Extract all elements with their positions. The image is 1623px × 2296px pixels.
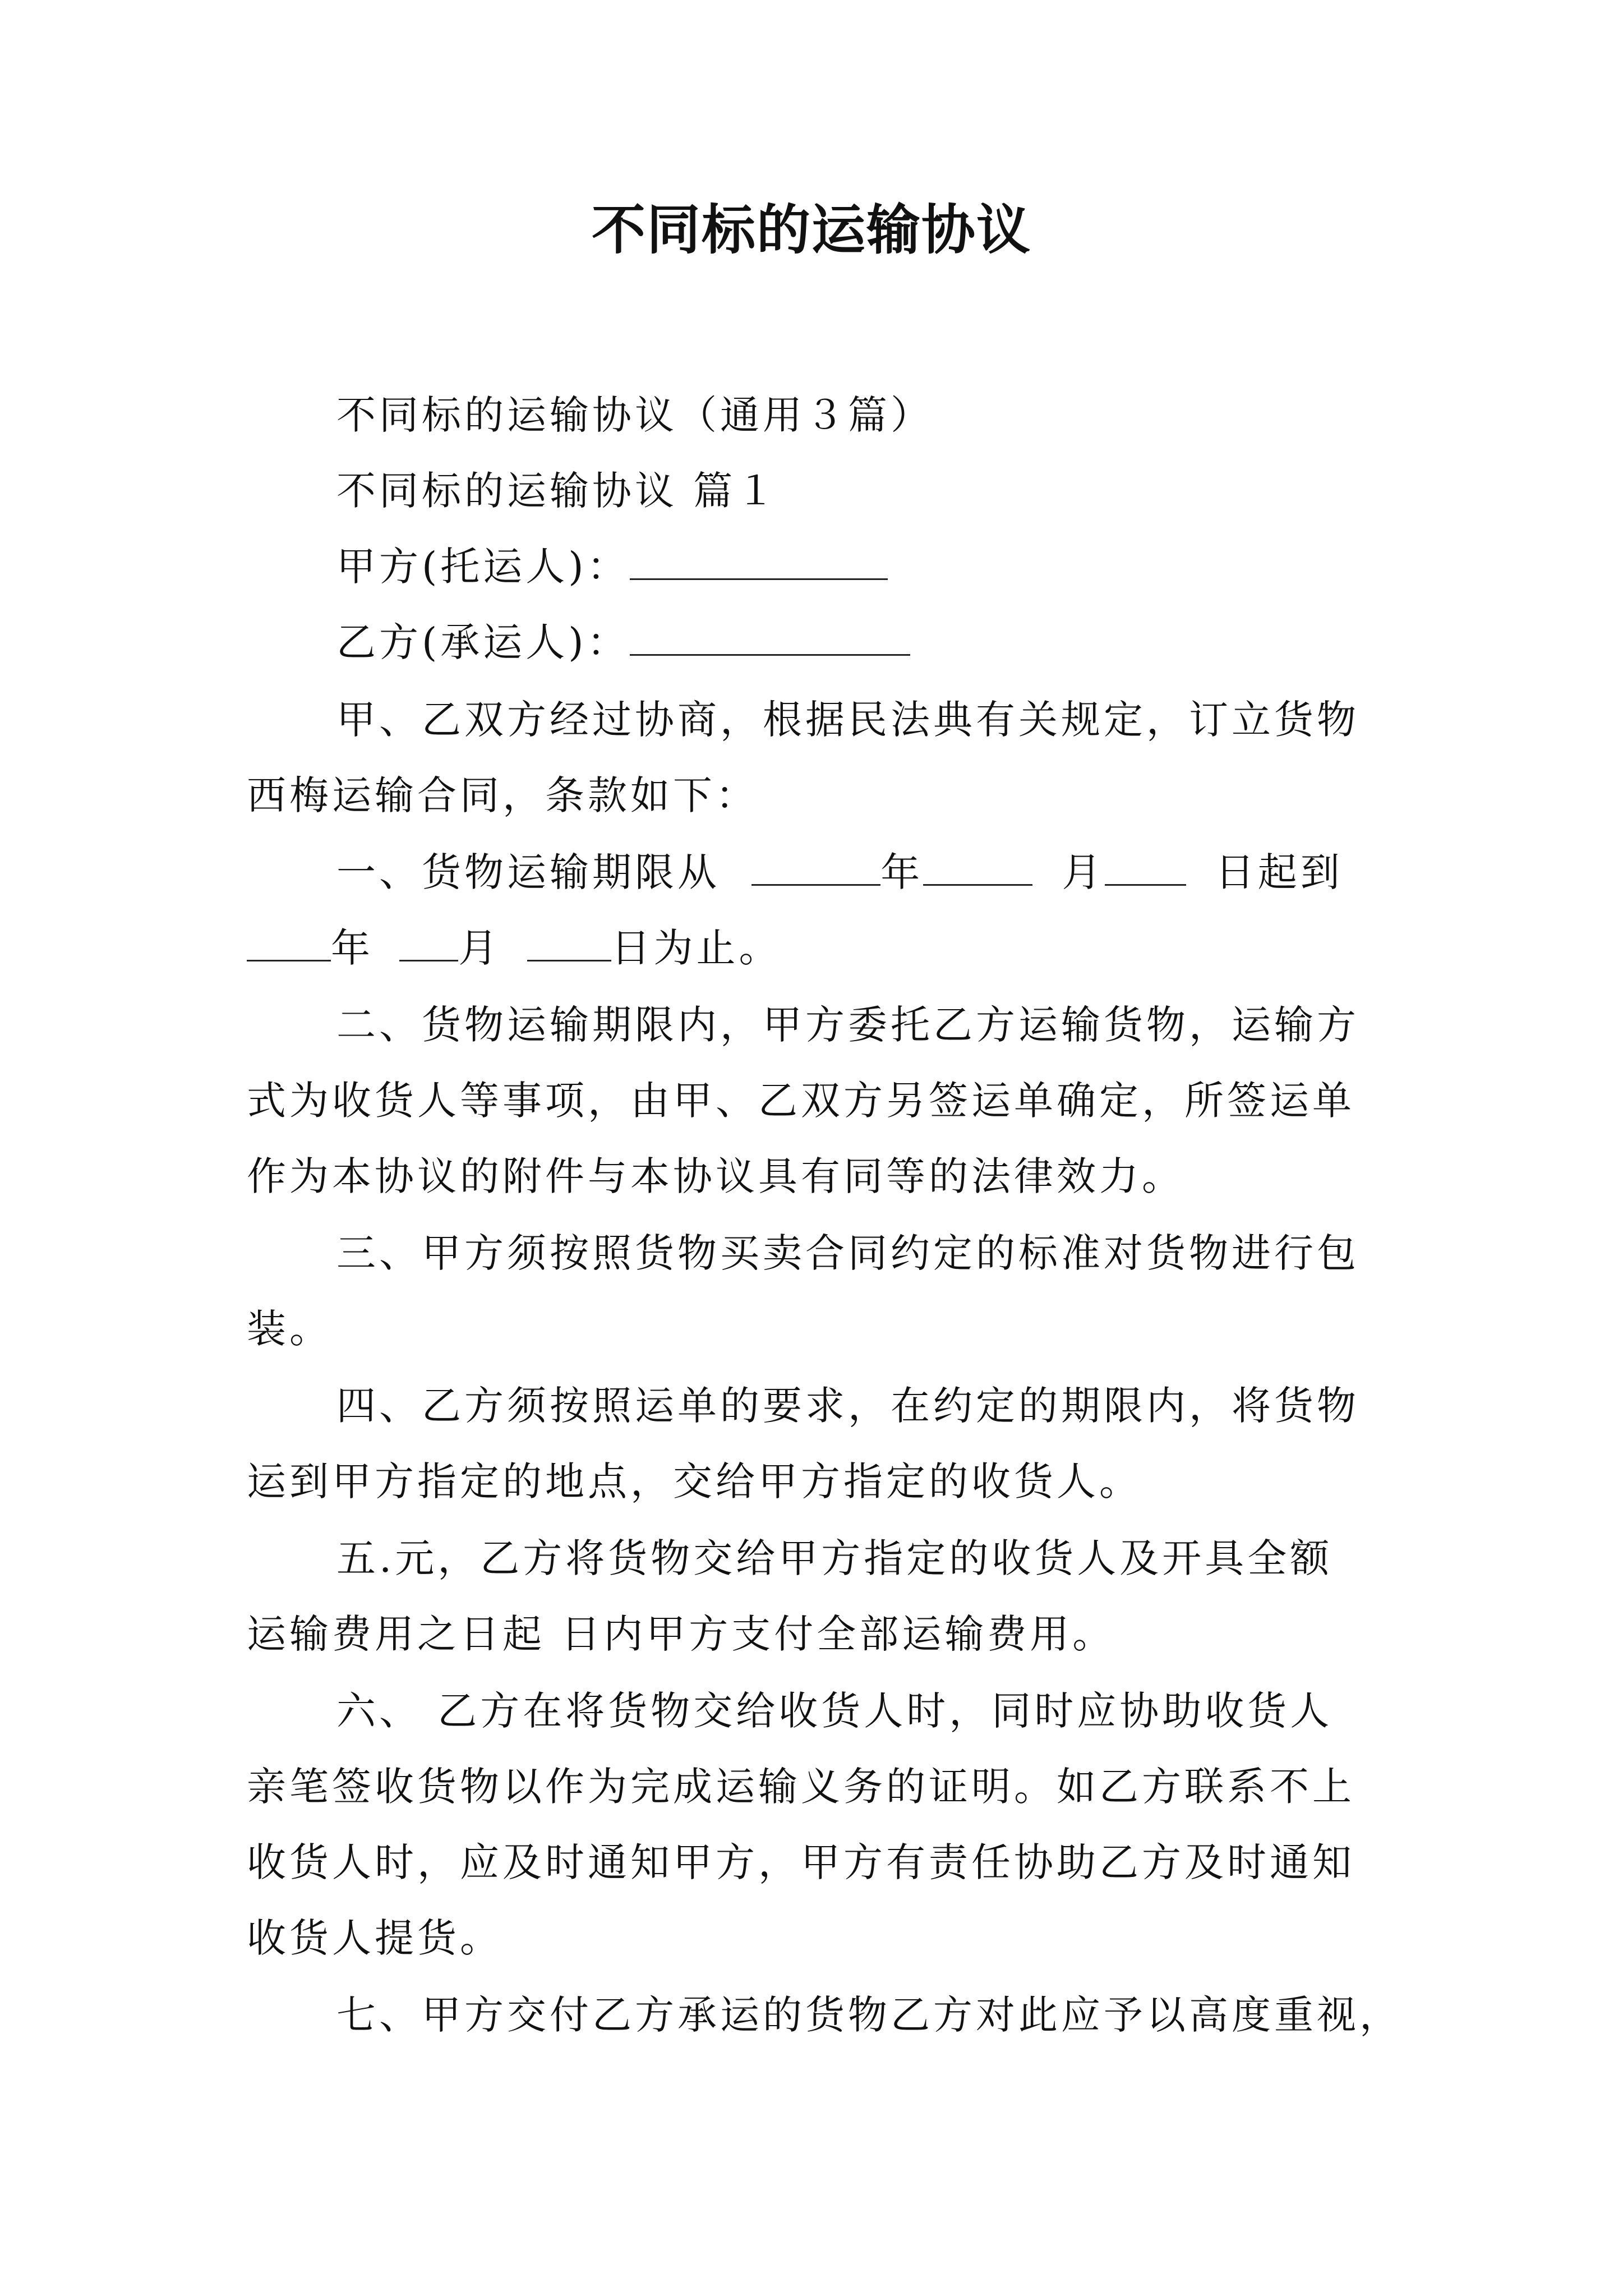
- clause-5-line-1: 五.元，乙方将货物交给甲方指定的收货人及开具全额: [336, 1535, 1333, 1581]
- clause-2-line-1: 二、货物运输期限内，甲方委托乙方运输货物，运输方: [336, 1002, 1359, 1048]
- clause-6-line-1: 六、 乙方在将货物交给收货人时，同时应协助收货人: [336, 1688, 1333, 1734]
- clause-7-line-1: 七、甲方交付乙方承运的货物乙方对此应予以高度重视，: [336, 1992, 1402, 2038]
- clause-1-year2-blank: [247, 921, 331, 961]
- clause-1-day: 日起到: [1215, 849, 1343, 895]
- party-a-label: 甲方(托运人)：: [336, 544, 630, 590]
- party-a-line: [336, 539, 888, 595]
- clause-3-line-2: 装。: [247, 1306, 332, 1352]
- clause-1-day-blank: [1105, 845, 1186, 886]
- clause-1-month: 月: [1062, 849, 1105, 895]
- clause-1-year: 年: [880, 849, 924, 895]
- clause-2-line-2: 式为收货人等事项，由甲、乙双方另签运单确定，所签运单: [247, 1078, 1355, 1124]
- intro-line-2: 西梅运输合同，条款如下：: [247, 772, 758, 818]
- clause-2-line-3: 作为本协议的附件与本协议具有同等的法律效力。: [247, 1153, 1184, 1199]
- subtitle: 不同标的运输协议（通用３篇）: [336, 392, 933, 438]
- party-b-line: [336, 614, 910, 670]
- party-a-blank: [630, 539, 888, 580]
- clause-3-line-1: 三、甲方须按照货物买卖合同约定的标准对货物进行包: [336, 1230, 1359, 1276]
- clause-1-line-2: [247, 920, 782, 976]
- clause-1-line-1: [336, 844, 1343, 900]
- clause-1-month2-blank: [399, 921, 458, 961]
- clause-4-line-1: 四、乙方须按照运单的要求，在约定的期限内，将货物: [336, 1383, 1359, 1429]
- part-heading: 不同标的运输协议 篇１: [336, 468, 779, 514]
- clause-1-text: 一、货物运输期限从: [336, 849, 720, 895]
- clause-1-year2: 年: [331, 925, 374, 971]
- clause-1-month2: 月: [458, 925, 501, 971]
- party-b-label: 乙方(承运人)：: [336, 619, 630, 665]
- clause-6-line-3: 收货人时，应及时通知甲方，甲方有责任协助乙方及时通知: [247, 1839, 1355, 1885]
- clause-1-day2-blank: [527, 921, 611, 961]
- intro-line-1: 甲、乙双方经过协商，根据民法典有关规定，订立货物: [336, 697, 1359, 743]
- clause-1-year-blank: [751, 845, 880, 886]
- document-title: 不同标的运输协议: [592, 199, 1031, 261]
- clause-1-end: 日为止。: [611, 925, 782, 971]
- party-b-blank: [630, 615, 910, 656]
- clause-6-line-4: 收货人提货。: [247, 1915, 502, 1961]
- clause-4-line-2: 运到甲方指定的地点，交给甲方指定的收货人。: [247, 1458, 1142, 1504]
- clause-6-line-2: 亲笔签收货物以作为完成运输义务的证明。如乙方联系不上: [247, 1764, 1355, 1810]
- clause-5-line-2: 运输费用之日起 日内甲方支付全部运输费用。: [247, 1611, 1115, 1657]
- clause-1-month-blank: [923, 845, 1032, 886]
